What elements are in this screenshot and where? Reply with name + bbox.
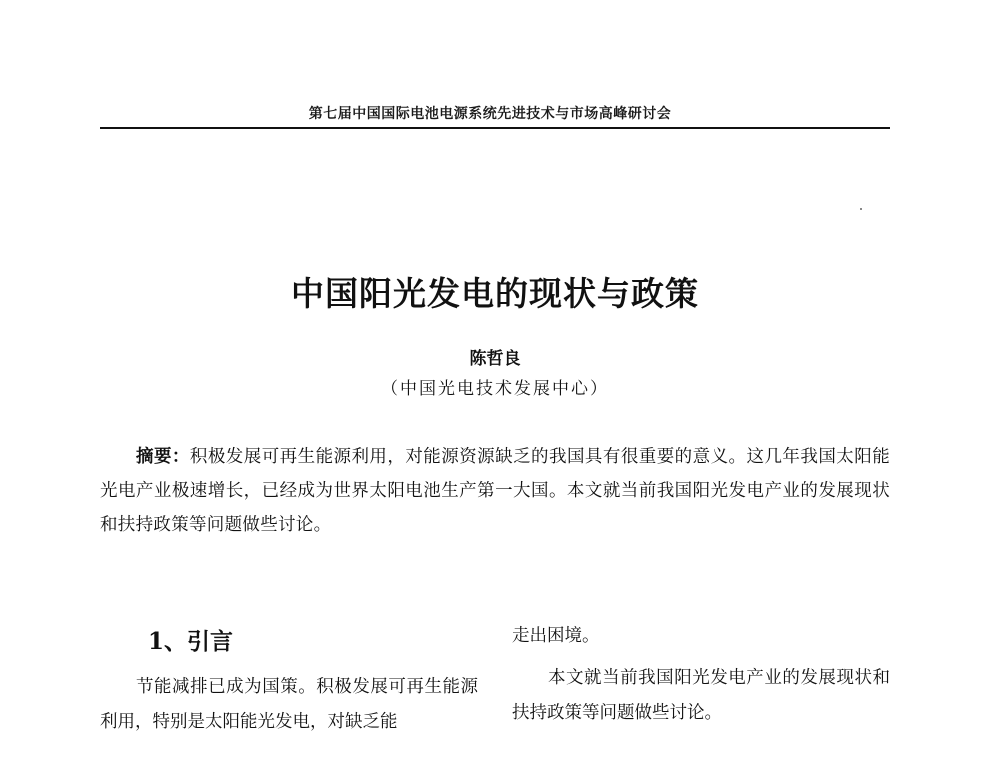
- author-name: 陈哲良: [469, 349, 521, 369]
- author-affiliation: （中国光电技术发展中心）: [381, 379, 609, 399]
- body-paragraph: 本文就当前我国阳光发电产业的发展现状和扶持政策等问题做些讨论。: [512, 668, 890, 723]
- abstract-text: 积极发展可再生能源利用，对能源资源缺乏的我国具有很重要的意义。这几年我国太阳能光电产业极速增长，已经成为世界太阳电池生产第一大国。本文就当前我国阳光发电产业的发展现状和扶持政策等问题做些讨论。: [100, 447, 890, 535]
- left-column: [100, 622, 478, 740]
- continuation-line: 走出困境。: [512, 626, 600, 646]
- paper-title: 中国阳光发电的现状与政策: [291, 274, 699, 313]
- section-heading-introduction: 1、引言: [148, 628, 234, 655]
- scan-speck: [860, 208, 862, 210]
- right-column: [512, 619, 890, 731]
- body-paragraph: 节能减排已成为国策。积极发展可再生能源利用，特别是太阳能光发电，对缺乏能: [100, 677, 478, 732]
- header-rule: [100, 127, 890, 129]
- abstract: [100, 440, 890, 542]
- abstract-label: 摘要：: [136, 447, 190, 467]
- running-header: 第七届中国国际电池电源系统先进技术与市场高峰研讨会: [308, 106, 672, 122]
